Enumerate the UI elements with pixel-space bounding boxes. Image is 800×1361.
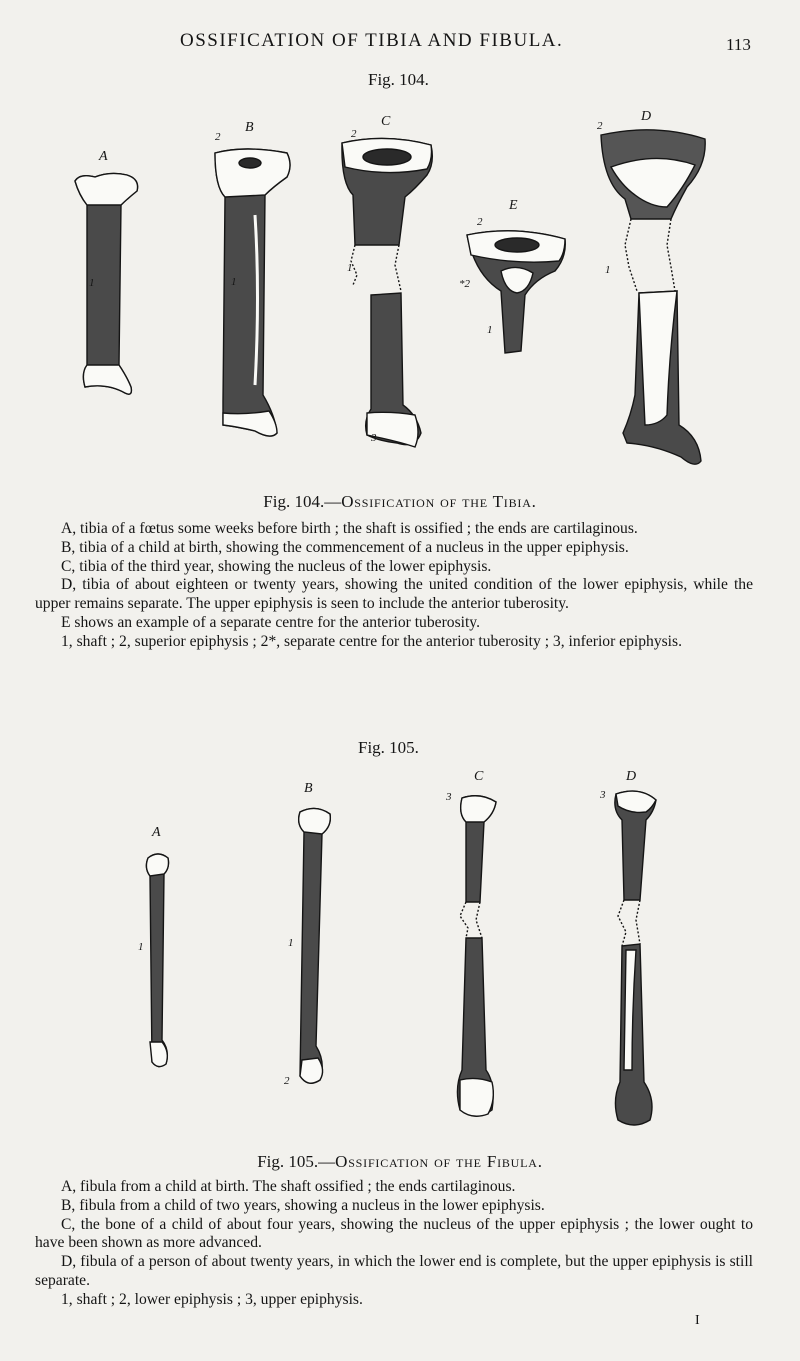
fig104-callout: 3: [371, 432, 377, 444]
fig104-callout: 1: [89, 277, 95, 289]
fig105-letter-c: C: [474, 770, 484, 784]
figure-105-description: [35, 1178, 753, 1310]
fig105-letter-b: B: [304, 781, 313, 796]
running-title: OSSIFICATION OF TIBIA AND FIBULA.: [180, 30, 564, 51]
paragraph: 1, shaft ; 2, lower epiphysis ; 3, upper epiphysis.: [61, 1290, 363, 1308]
fibula-ossification-illustration: [100, 770, 700, 1140]
fig104-letter-b: B: [245, 120, 254, 135]
fig104-callout: 1: [487, 324, 493, 336]
fibula-b-drawing: [299, 808, 331, 1083]
paragraph: D, tibia of about eighteen or twenty years, showing the united condition of the lower epiphysis, while the upper remains separate. The upper epiphysis is seen to include the anterior tuberosity.: [35, 576, 753, 613]
figure-104-description: [35, 520, 753, 652]
fig104-callout: 2: [351, 128, 357, 140]
fig104-callout: 2: [477, 216, 483, 228]
fig105-callout: 1: [138, 941, 144, 953]
paragraph: A, tibia of a fœtus some weeks before birth ; the shaft is ossified ; the ends are cartilaginous.: [61, 520, 638, 537]
tibia-ossification-illustration: [55, 95, 745, 480]
paragraph: E shows an example of a separate centre for the anterior tuberosity.: [61, 613, 480, 631]
figure-105-caption-prefix: Fig. 105.—: [257, 1152, 336, 1171]
tibia-e-drawing: [467, 231, 565, 353]
fig104-callout: 2: [215, 131, 221, 143]
paragraph: D, fibula of a person of about twenty years, in which the lower end is complete, but the upper epiphysis is still separate.: [35, 1253, 753, 1289]
paragraph: C, tibia of the third year, showing the nucleus of the lower epiphysis.: [61, 557, 492, 575]
fig105-callout: 3: [446, 791, 452, 803]
figure-105-caption-title: Ossification of the Fibula.: [335, 1152, 543, 1171]
paragraph: 1, shaft ; 2, superior epiphysis ; 2*, separate centre for the anterior tuberosity ; 3, inferior epiphysis.: [61, 632, 682, 650]
figure-104-caption-prefix: Fig. 104.—: [263, 492, 342, 511]
tibia-d-drawing: [601, 130, 705, 464]
fig105-letter-d: D: [626, 770, 637, 784]
fig105-callout: 1: [288, 937, 294, 949]
fig104-callout: 1: [231, 276, 237, 288]
running-head: [0, 30, 800, 54]
figure-104-caption: [0, 492, 800, 512]
figure-105-caption: [0, 1152, 800, 1172]
tibia-b-drawing: [215, 149, 290, 436]
figure-104-label: Fig. 104.: [368, 70, 429, 89]
page-number: 113: [726, 35, 751, 54]
fig104-callout: 2: [597, 120, 603, 132]
fig105-letter-a: A: [152, 825, 161, 840]
fig105-callout: 2: [284, 1075, 290, 1087]
paragraph: B, fibula from a child of two years, showing a nucleus in the lower epiphysis.: [61, 1196, 545, 1214]
signature-mark: I: [695, 1313, 700, 1328]
fibula-d-drawing: [615, 791, 656, 1125]
fibula-c-drawing: [457, 796, 496, 1117]
fig104-letter-e: E: [509, 198, 518, 213]
tibia-a-drawing: [75, 173, 138, 394]
figure-104-caption-title: Ossification of the Tibia.: [341, 492, 537, 511]
fig104-callout: 1: [347, 262, 353, 274]
paragraph: C, the bone of a child of about four years, showing the nucleus of the upper epiphysis ; the lower ought to have been shown as more advanced.: [35, 1215, 753, 1252]
fig104-letter-d: D: [641, 109, 652, 124]
fig105-callout: 3: [600, 789, 606, 801]
fig104-callout: 1: [605, 264, 611, 276]
fig104-letter-c: C: [381, 114, 391, 129]
fig104-callout: *2: [459, 278, 470, 290]
fibula-a-drawing: [146, 854, 168, 1067]
figure-105-label: Fig. 105.: [358, 738, 419, 757]
paragraph: B, tibia of a child at birth, showing the commencement of a nucleus in the upper epiphysis.: [61, 538, 629, 556]
tibia-c-drawing: [342, 138, 432, 447]
fig104-letter-a: A: [99, 149, 108, 164]
paragraph: A, fibula from a child at birth. The shaft ossified ; the ends cartilaginous.: [61, 1178, 516, 1195]
